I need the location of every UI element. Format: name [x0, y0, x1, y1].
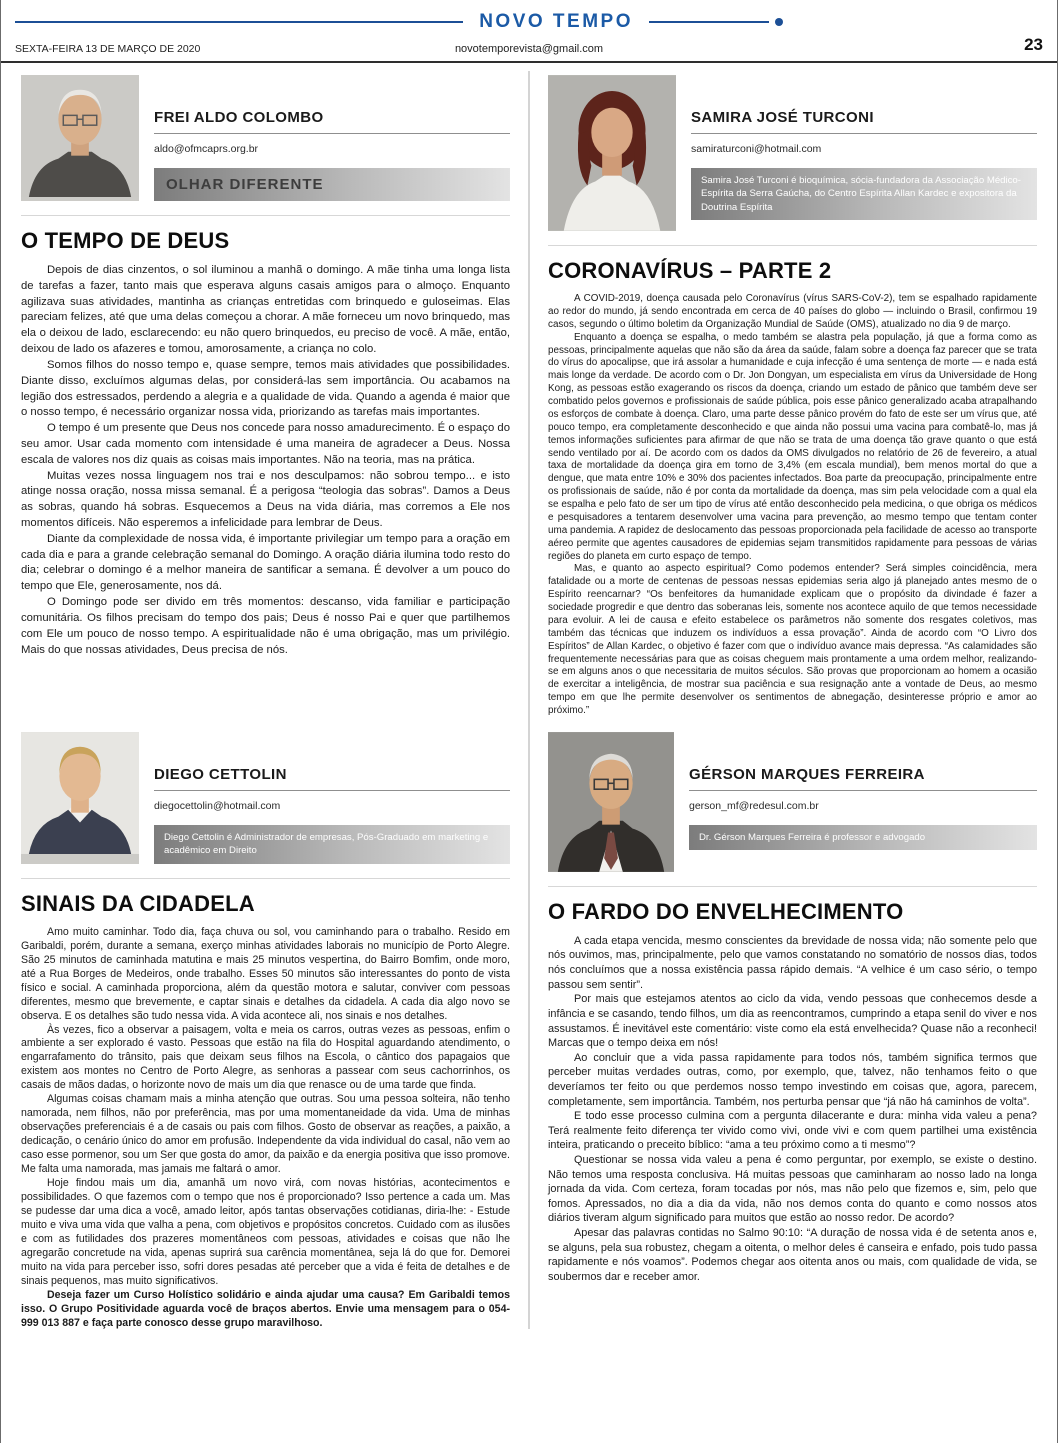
paragraph: O tempo é um presente que Deus nos concede para nosso amadurecimento. É o espaço do seu amor. Usar cada momento com intensidade é uma maneira de agradecer a Deus. Nossa escala de valores nos diz quais as coisas mais importantes. Não na teoria, mas na prática. — [21, 422, 510, 466]
paragraph: Muitas vezes nossa linguagem nos trai e nos desculpamos: não sobrou tempo... e isto atinge nossa oração, nossa missa semanal. É a perigosa “teologia das sobras”. Damos a Deus as sobras, quando há sobras. Esquecemos a Deus na vida diária, mas corremos a Ele nos momentos difíceis. Não esperemos a infelicidade para lembrar de Deus. — [21, 469, 510, 529]
paragraph: A cada etapa vencida, mesmo conscientes da brevidade de nossa vida; não somente pelo que nós ouvimos, mas, principalmente, pelo que vamos constatando no somatório de nossos dias, todos nós concluímos que a nossa existência passa rápido demais. “A velhice é um caso sério, o tempo passou sem sentir”. — [548, 934, 1037, 991]
header-info-row — [15, 34, 1043, 61]
page-content — [1, 63, 1057, 1339]
paragraph: O Domingo pode ser divido em três momentos: descanso, vida familiar e participação comunitária. Os filhos precisam do tempo dos pais; Deus é nosso Pai e quer que partilhemos com Ele um pouco de nosso tempo. A espiritualidade não é uma obrigação, mas um privilégio. Mais do que nossas atividades, Deus precisa de nós. — [21, 596, 510, 656]
article-body — [548, 293, 1037, 718]
masthead-email: novotemporevista@gmail.com — [454, 43, 604, 55]
paragraph: Por mais que estejamos atentos ao ciclo da vida, vendo pessoas que conhecemos desde a infância e se casando, tendo filhos, um dia as reencontramos, cumprindo a etapa senil do viver e nos assustamos. É inevitável este comentário: viste como ela está envelhecida? Quase não a reconheci! Marcas que o tempo deixa em nós! — [548, 993, 1037, 1050]
paragraph-call-to-action: Deseja fazer um Curso Holístico solidário e ainda ajudar uma causa? Em Garibaldi temos isso. O Grupo Positividade aguarda você de braços abertos. Envie uma mensagem para o 054-999 013 887 e faça parte conosco desse grupo maravilhoso. — [21, 1288, 510, 1329]
photo-frei-aldo-colombo — [21, 75, 139, 201]
paragraph: Às vezes, fico a observar a paisagem, volta e meia os carros, outras vezes as pessoas, enfim o ambiente a ser explorado é vasto. Pessoas que estão na fila do Hospital aguardando atendimento, o engarrafamento do trânsito, pais que deixam seus filhos na Escola, o cântico dos papagaios que existem aos montes no Centro de Porto Alegre, as senhoras a passear com seus cachorrinhos, os casais de mãos dadas, o horizonte novo de mais um dia que renasce ou de uma tarde que finda. — [21, 1023, 510, 1092]
paragraph: Apesar das palavras contidas no Salmo 90:10: “A duração de nossa vida é de setenta anos e, se alguns, pela sua robustez, chegam a oitenta, o melhor deles é canseira e enfado, pois tudo passa rapidamente e nós voamos”. Podemos chegar aos oitenta anos ou mais, com qualidade de vida, se soubermos dar e receber amor. — [548, 1227, 1037, 1283]
section-banner: OLHAR DIFERENTE — [154, 168, 510, 201]
author-name: SAMIRA JOSÉ TURCONI — [691, 109, 1037, 134]
photo-diego-cettolin — [21, 732, 139, 864]
paragraph: A COVID-2019, doença causada pelo Coronavírus (vírus SARS-CoV-2), tem se espalhado rapidamente ao redor do mundo, já sendo encontrada em cerca de 40 países do globo — incluindo o Brasil, confirmou 19 casos, segundo o último boletim da Organização Mundial de Saúde (OMS), atualizado no dia 9 de março. — [548, 293, 1037, 330]
article-title: CORONAVÍRUS – PARTE 2 — [548, 245, 1037, 284]
author-block — [21, 75, 510, 201]
author-block — [548, 732, 1037, 872]
author-block — [21, 732, 510, 864]
issue-date: SEXTA-FEIRA 13 DE MARÇO DE 2020 — [15, 43, 201, 55]
masthead-title: NOVO TEMPO — [479, 11, 633, 32]
masthead-row — [15, 10, 1043, 34]
author-bio-banner: Samira José Turconi é bioquímica, sócia-fundadora da Associação Médico-Espírita da Serra Gaúcha, do Centro Espírita Allan Kardec e expositora da Doutrina Espírita — [691, 168, 1037, 220]
author-meta — [689, 732, 1037, 872]
author-name: GÉRSON MARQUES FERREIRA — [689, 766, 1037, 791]
article-coronavirus-parte-2 — [548, 75, 1037, 718]
portrait-illustration — [21, 75, 139, 197]
article-body — [21, 926, 510, 1331]
article-title: O TEMPO DE DEUS — [21, 215, 510, 254]
author-name: FREI ALDO COLOMBO — [154, 109, 510, 134]
article-body — [548, 934, 1037, 1285]
article-body — [21, 263, 510, 658]
portrait-illustration — [548, 732, 674, 872]
photo-samira-jose-turconi — [548, 75, 676, 231]
author-bio-banner: Dr. Gérson Marques Ferreira é professor e advogado — [689, 825, 1037, 850]
paragraph: Diante da complexidade de nossa vida, é importante privilegiar um tempo para a oração em cada dia e para a grande celebração semanal do Domingo. A oração diária ilumina todo resto do dia; celebrar o domingo é a melhor maneira de santificar a semana. É devolver a um pouco do tempo que Ele, generosamente, nos dá. — [21, 532, 510, 593]
paragraph: Mas, e quanto ao aspecto espiritual? Como podemos entender? Será simples coincidência, mera fatalidade ou a morte de centenas de pessoas nessas epidemias seria algo já planejado antes mesmo de o Espírito reencarnar? “Os benfeitores da humanidade explicam que o propósito da divindade é fazer a sociedade progredir e que dentro das soberanas leis, somente nos acontece aquilo de que temos necessidade para evoluir. A lei de causa e efeito estabelece os parâmetros não somente dos resgates coletivos, mas também das técnicas que induzem os indivíduos a essa provação”. Ainda de acordo com “O Livro dos Espíritos” de Allan Kardec, o objetivo é fazer com que o indivíduo avance mais depressa. “As calamidades são frequentemente necessárias para que as coisas cheguem mais prontamente a uma ordem melhor, realizando-se em alguns anos o que necessitaria de muitos séculos. São provas que proporcionam ao homem a ocasião de exercitar a inteligência, de mostrar sua paciência e sua resignação ante a vontade de Deus, ao mesmo tempo em que lhe permite desenvolver os sentimentos de abnegação, desinteresse próprio e amor ao próximo.” — [548, 563, 1037, 716]
masthead-rule-right — [649, 21, 769, 23]
paragraph: E todo esse processo culmina com a pergunta dilacerante e dura: minha vida valeu a pena? Terá realmente feito diferença ter vivido como vivi, onde vivi e com quem partilhei uma existência inteira, praticando o preceito bíblico: “ama a teu próximo como a ti mesmo”? — [548, 1110, 1037, 1152]
author-email: aldo@ofmcaprs.org.br — [154, 143, 259, 155]
paragraph: Hoje findou mais um dia, amanhã um novo virá, com novas histórias, acontecimentos e possibilidades. O que fazemos com o tempo que nos é proporcionado? Isso pertence a cada um. Mas se pudesse dar uma dica a você, amado leitor, após tantas observações cotidianas, diria-lhe: - Estude muito e viva uma vida que valha a pena, com objetivos e propósitos concretos. Cuidado com as ilusões e com as futilidades dos prazeres momentâneos com pessoas, atividades e coisas que não lhe agregarão concretude na vida, apenas suprirá sua carência momentânea, seja lá do que for. Demorei muito na vida para perceber isso, sofri dores pesadas até perceber que a vida é feita de detalhes e de sinais pequenos, mas muito significativos. — [21, 1177, 510, 1287]
portrait-illustration — [548, 75, 676, 231]
paragraph: Somos filhos do nosso tempo e, quase sempre, temos mais atividades que possibilidades. Diante disso, excluímos algumas delas, por considerá-las sem importância. Ou acabamos na legião dos estressados, perdendo a alegria e a qualidade de vida. Quando a agenda é maior que o nosso tempo, é necessário organizar nossa vida, priorizando as tarefas mais importantes. — [21, 358, 510, 419]
paragraph: Amo muito caminhar. Todo dia, faça chuva ou sol, vou caminhando para o trabalho. Resido em Garibaldi, porém, durante a semana, exerço minhas atividades laborais no município de Porto Alegre. São 25 minutos de caminhada matutina e mais 25 minutos vespertina, do Bairro Bomfim, onde moro, até a Rua Borges de Medeiros, onde trabalho. Esses 50 minutos são interessantes do ponto de vista físico e social. A caminhada proporciona, além da questão motora e salutar, conviver com pessoas diferentes, mesmo que brevemente, e captar sinais e detalhes da cidadela. A cada dia algo novo se observa. E os detalhes são tudo nessa vida. A vida acontece ali, nos sinais e nos detalhes. — [21, 925, 510, 1022]
paragraph: Questionar se nossa vida valeu a pena é como perguntar, por exemplo, se existe o destino. Não temos uma resposta conclusiva. Há muitas pessoas que caminharam ao nosso lado na longa jornada da vida. Com certeza, foram tocadas por nós, mas não pelo que fizemos e, sim, pelo que fomos. Apressados, no dia a dia da vida, não nos demos conta do quanto e como nossos atos diários tiveram algum significado para muitos que estão ao nosso redor. De acordo? — [548, 1154, 1037, 1225]
author-email: gerson_mf@redesul.com.br — [689, 799, 819, 812]
author-meta — [691, 75, 1037, 231]
author-email: samiraturconi@hotmail.com — [691, 143, 822, 155]
masthead-dot — [775, 18, 783, 26]
author-name: DIEGO CETTOLIN — [154, 766, 510, 791]
page-header — [1, 0, 1057, 63]
article-title: SINAIS DA CIDADELA — [21, 878, 510, 917]
article-o-tempo-de-deus — [21, 75, 510, 718]
author-block — [548, 75, 1037, 231]
paragraph: Depois de dias cinzentos, o sol iluminou a manhã o domingo. A mãe tinha uma longa lista de tarefas a fazer, tanto mais que esperava alguns casais amigos para o almoço. Enquanto agilizava suas atividades, mantinha as crianças entretidas com brinquedo e guloseimas. Elas pareciam felizes, até que uma delas começou a chorar. A mãe forneceu um novo brinquedo, mas ela o deixou de lado, esclarecendo: eu não quero brinquedos, eu preciso de você. A mãe, então, deixou de lado os afazeres e tomou, amorosamente, a criança no colo. — [21, 264, 510, 356]
portrait-illustration — [21, 732, 139, 854]
author-meta — [154, 75, 510, 201]
paragraph: Ao concluir que a vida passa rapidamente para todos nós, também significa termos que perceber muitas verdades outras, como, por exemplo, que, talvez, não tenhamos feito o que deveríamos ter feito ou que perdemos nosso tempo investindo em coisas que, agora, parecem, completamente, sem importância. Também, nos perturba pensar que “já não há caminhos de volta”. — [548, 1051, 1037, 1108]
article-o-fardo-do-envelhecimento — [548, 732, 1037, 1331]
article-title: O FARDO DO ENVELHECIMENTO — [548, 886, 1037, 925]
author-meta — [154, 732, 510, 864]
paragraph: Enquanto a doença se espalha, o medo também se alastra pela população, já que a forma como as pessoas, principalmente aquelas que não são da área da saúde, falam sobre a doença faz parecer que se trata do vírus do apocalipse, que irá assolar a humanidade e cuja infecção é uma sentença de morte — e nada está mais longe da verdade. De acordo com o Dr. Jon Dongyan, um especialista em vírus da Universidade de Hong Kong, as pessoas estão exagerando os riscos da doença, criando um estado de pânico que também deve ser combatido pelos governos e profissionais de saúde pública, pois esse pânico generalizado acaba atrapalhando os esforços de combate à doença. Claro, uma parte desse pânico provém do fato de este ser um vírus que, até pouco tempo, era completamente desconhecido e que ainda não possui uma vacina para combatê-lo, mas já temos informações suficientes para afirmar de que não se trata de uma doença tão grave quanto o que está sendo ventilado por aí. De acordo com os dados da OMS divulgados no relatório de 26 de fevereiro, a atual taxa de mortalidade da doença gira em torno de 3,4% (em escala mundial), bem menos mortal do que a dengue, que mata entre 10% e 30% dos pacientes infectados. Boa parte da preocupação, principalmente entre os profissionais de saúde, não é por conta da mortalidade da doença, mas sim pela velocidade com a qual ela se espalha e pelo fato de ser um tipo de vírus até então desconhecido pela medicina, o que obriga os médicos e pesquisadores a tentarem desenvolver uma vacina para prevenção, ao mesmo tempo que tentam conter uma pandemia. A rapidez de deslocamento das pessoas proporcionada pela facilidade de acesso ao transporte aéreo permite que agentes causadores de epidemias sejam transmitidos rapidamente para pessoas de várias regiões do planeta em curto espaço de tempo. — [548, 331, 1037, 562]
column-divider — [529, 71, 530, 1329]
author-bio-banner: Diego Cettolin é Administrador de empresas, Pós-Graduado em marketing e acadêmico em Direito — [154, 825, 510, 864]
photo-gerson-marques-ferreira — [548, 732, 674, 872]
masthead-rule-left — [15, 21, 463, 23]
author-email: diegocettolin@hotmail.com — [154, 799, 281, 812]
paragraph: Algumas coisas chamam mais a minha atenção que outras. Sou uma pessoa solteira, não tenho namorada, nem filhos, não por preferência, mas por uma momentaneidade da vida. Uma de minhas observações preferenciais é a de casais ou pais com filhos. Gosto de observar as reações, a paixão, a dedicação, o cenário único do amor em profusão. Independente da vida individual do casal, não vem ao caso esse pormenor, sou um Ser que gosta do amor, da paixão e da energia positiva que isso promove. Me falta uma namorada, mas jamais me faltará o amor. — [21, 1093, 510, 1176]
page-number: 23 — [1024, 35, 1043, 54]
article-sinais-da-cidadela — [21, 732, 510, 1331]
